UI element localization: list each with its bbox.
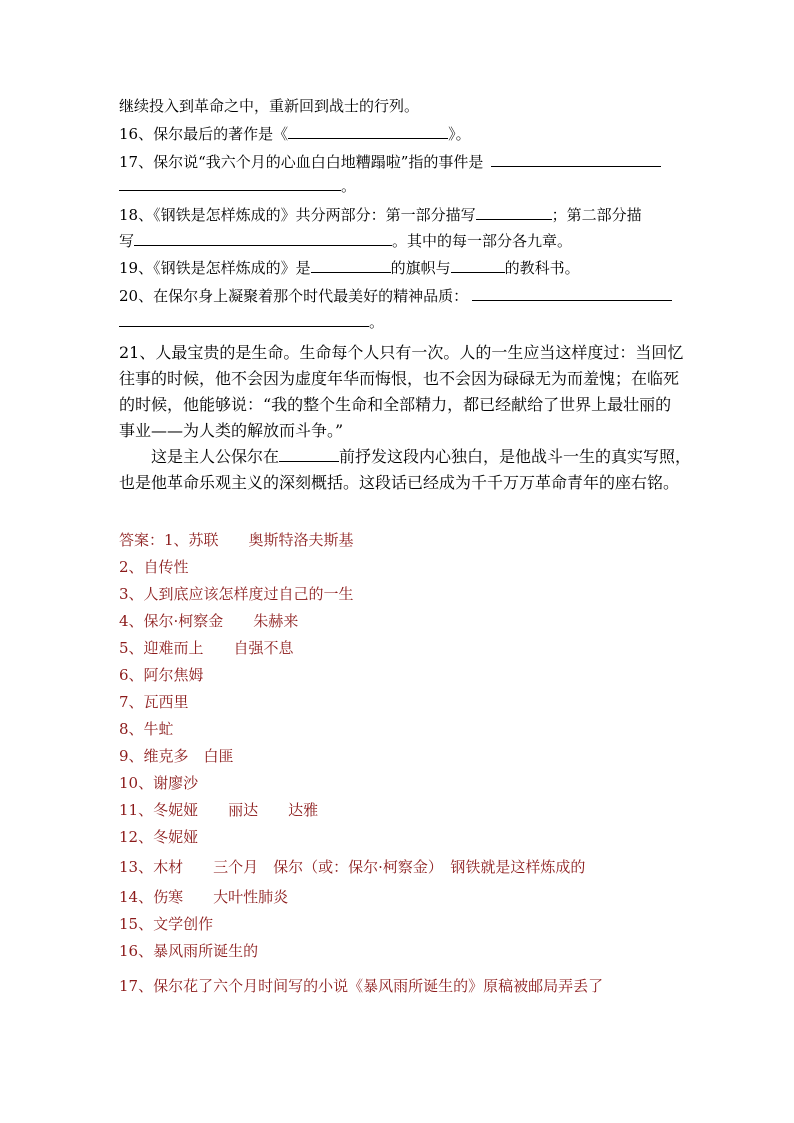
answer-blank (119, 312, 369, 327)
answer-blank (491, 152, 661, 167)
answer-line: 13、木材 三个月 保尔（或：保尔·柯察金） 钢铁就是这样炼成的 (119, 858, 586, 876)
answer-blank (311, 258, 391, 273)
answer-blank (451, 258, 505, 273)
answer-blank (476, 205, 552, 220)
question-18: 18、《钢铁是怎样炼成的》共分两部分：第一部分描写 ；第二部分描 (119, 206, 642, 224)
answer-line: 15、文学创作 (119, 915, 214, 933)
answer-line: 16、暴风雨所诞生的 (119, 942, 259, 960)
answer-line: 3、人到底应该怎样度过自己的一生 (119, 585, 354, 603)
answer-blank (279, 447, 339, 462)
answer-line: 6、阿尔焦姆 (119, 666, 204, 684)
answer-line: 2、自传性 (119, 558, 189, 576)
answer-line: 7、瓦西里 (119, 693, 189, 711)
answer-line: 11、冬妮娅 丽达 达雅 (119, 801, 319, 819)
question-17-cont: 。 (119, 176, 356, 196)
answer-line: 答案：1、苏联 奥斯特洛夫斯基 (119, 531, 354, 549)
answer-blank (288, 124, 448, 139)
question-17: 17、保尔说“我六个月的心血白白地糟蹋啦”指的事件是 (119, 152, 661, 172)
question-18-cont: 写 。其中的每一部分各九章。 (119, 232, 573, 250)
question-19: 19、《钢铁是怎样炼成的》是 的旗帜与 的教科书。 (119, 259, 580, 277)
question-21: 21、人最宝贵的是生命。生命每个人只有一次。人的一生应当这样度过：当回忆 往事的时候，他不会因为虚度年华而悔恨，也不会因为碌碌无为而羞愧；在临死 的时候，他能够说：“我的整个生命和全部精力，都已经献给了世界上最壮丽的 事业——为人类的解放而斗争。” 这是主人公保尔在 前抒发这段内心独白，是他战斗一生的真实写照， 也是他革命乐观主义的深刻概括。这段话已经成为千千万万革命青年的座右铭。 (119, 343, 692, 492)
question-16: 16、保尔最后的著作是《 》。 (119, 125, 471, 143)
answer-line: 9、维克多 白匪 (119, 747, 234, 765)
answer-line: 17、保尔花了六个月时间写的小说《暴风雨所诞生的》原稿被邮局弄丢了 (119, 977, 604, 995)
answer-blank (472, 286, 672, 301)
answer-line: 5、迎难而上 自强不息 (119, 639, 294, 657)
answer-line: 4、保尔·柯察金 朱赫来 (119, 612, 299, 630)
question-20: 20、在保尔身上凝聚着那个时代最美好的精神品质： (119, 286, 672, 306)
answer-line: 10、谢廖沙 (119, 774, 199, 792)
answer-blank (134, 231, 392, 246)
answer-blank (119, 176, 341, 191)
continuation-line: 继续投入到革命之中，重新回到战士的行列。 (119, 97, 420, 115)
answer-line: 14、伤寒 大叶性肺炎 (119, 888, 289, 906)
answer-line: 8、牛虻 (119, 720, 174, 738)
question-20-cont: 。 (119, 312, 384, 332)
answer-line: 12、冬妮娅 (119, 828, 199, 846)
